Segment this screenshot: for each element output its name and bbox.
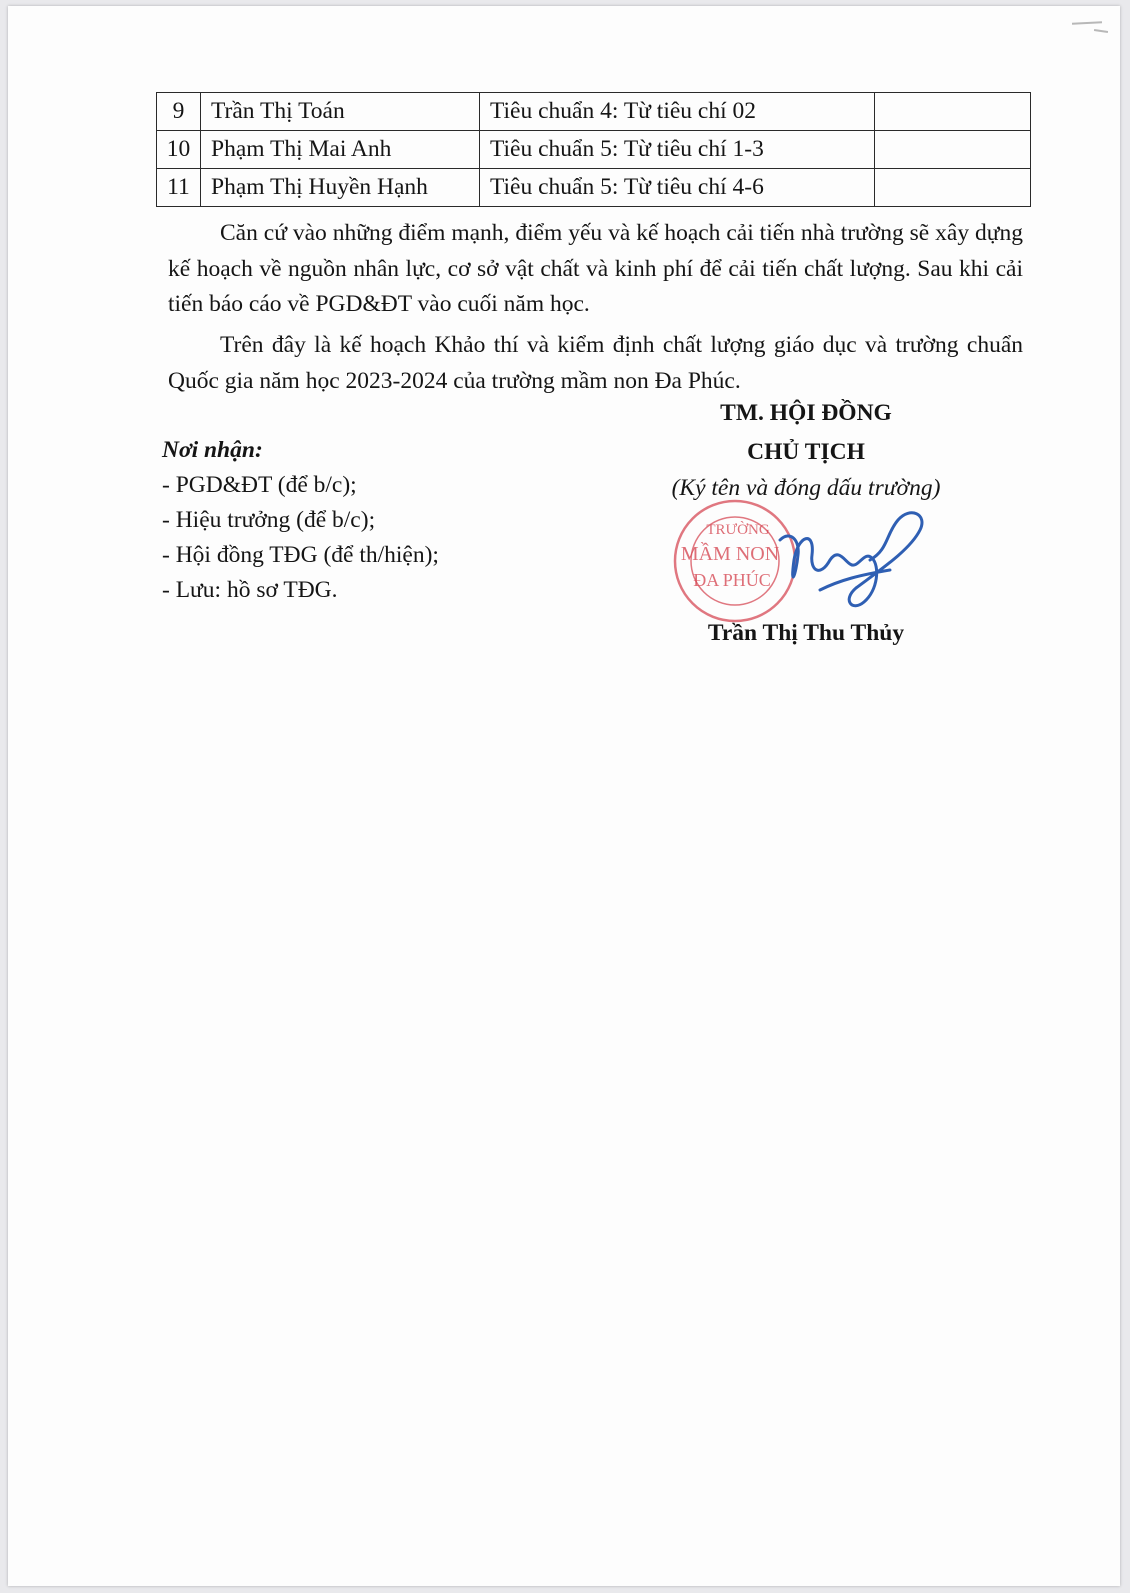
closing-paragraph: Trên đây là kế hoạch Khảo thí và kiểm định chất lượng giáo dục và trường chuẩn Quốc gia năm học 2023-2024 của trường mầm non Đa Phúc. xyxy=(168,332,1023,394)
recipients-list xyxy=(162,468,439,608)
scan-edge-mark xyxy=(1094,29,1108,33)
council-role: CHỦ TỊCH xyxy=(747,439,865,465)
table-row xyxy=(157,169,1031,207)
row-number: 10 xyxy=(157,131,201,169)
member-name: Phạm Thị Mai Anh xyxy=(201,131,480,169)
row-number: 11 xyxy=(157,169,201,207)
list-item: - Lưu: hồ sơ TĐG. xyxy=(162,577,338,603)
list-item: - PGD&ĐT (để b/c); xyxy=(162,472,357,498)
row-number: 9 xyxy=(157,93,201,131)
note-cell xyxy=(875,131,1031,169)
stamp-line: MẦM NON xyxy=(680,543,780,565)
signer-name: Trần Thị Thu Thủy xyxy=(707,620,905,646)
handwritten-signature xyxy=(760,500,950,620)
improvement-paragraph: Căn cứ vào những điểm mạnh, điểm yếu và kế hoạch cải tiến nhà trường sẽ xây dựng kế hoạch về nguồn nhân lực, cơ sở vật chất và kinh phí để cải tiến chất lượng. Sau khi cải tiến báo cáo về PGD&ĐT vào cuối năm học. xyxy=(168,220,1023,317)
table-row xyxy=(157,93,1031,131)
stamp-line: TRƯỜNG xyxy=(706,522,770,538)
recipients-title: Nơi nhận: xyxy=(162,437,263,463)
note-cell xyxy=(875,169,1031,207)
assignment-table xyxy=(156,92,1031,207)
signature-note: (Ký tên và đóng dấu trường) xyxy=(671,475,941,501)
member-name: Trần Thị Toán xyxy=(201,93,480,131)
member-name: Phạm Thị Huyền Hạnh xyxy=(201,169,480,207)
list-item: - Hội đồng TĐG (để th/hiện); xyxy=(162,542,439,568)
note-cell xyxy=(875,93,1031,131)
assigned-task: Tiêu chuẩn 5: Từ tiêu chí 1-3 xyxy=(480,131,875,169)
scan-edge-mark xyxy=(1072,21,1102,25)
assigned-task: Tiêu chuẩn 5: Từ tiêu chí 4-6 xyxy=(480,169,875,207)
recipients-block xyxy=(162,433,439,608)
assigned-task: Tiêu chuẩn 4: Từ tiêu chí 02 xyxy=(480,93,875,131)
table-row xyxy=(157,131,1031,169)
council-title: TM. HỘI ĐỒNG xyxy=(720,400,892,426)
list-item: - Hiệu trưởng (để b/c); xyxy=(162,507,376,533)
stamp-line: ĐA PHÚC xyxy=(693,570,771,590)
